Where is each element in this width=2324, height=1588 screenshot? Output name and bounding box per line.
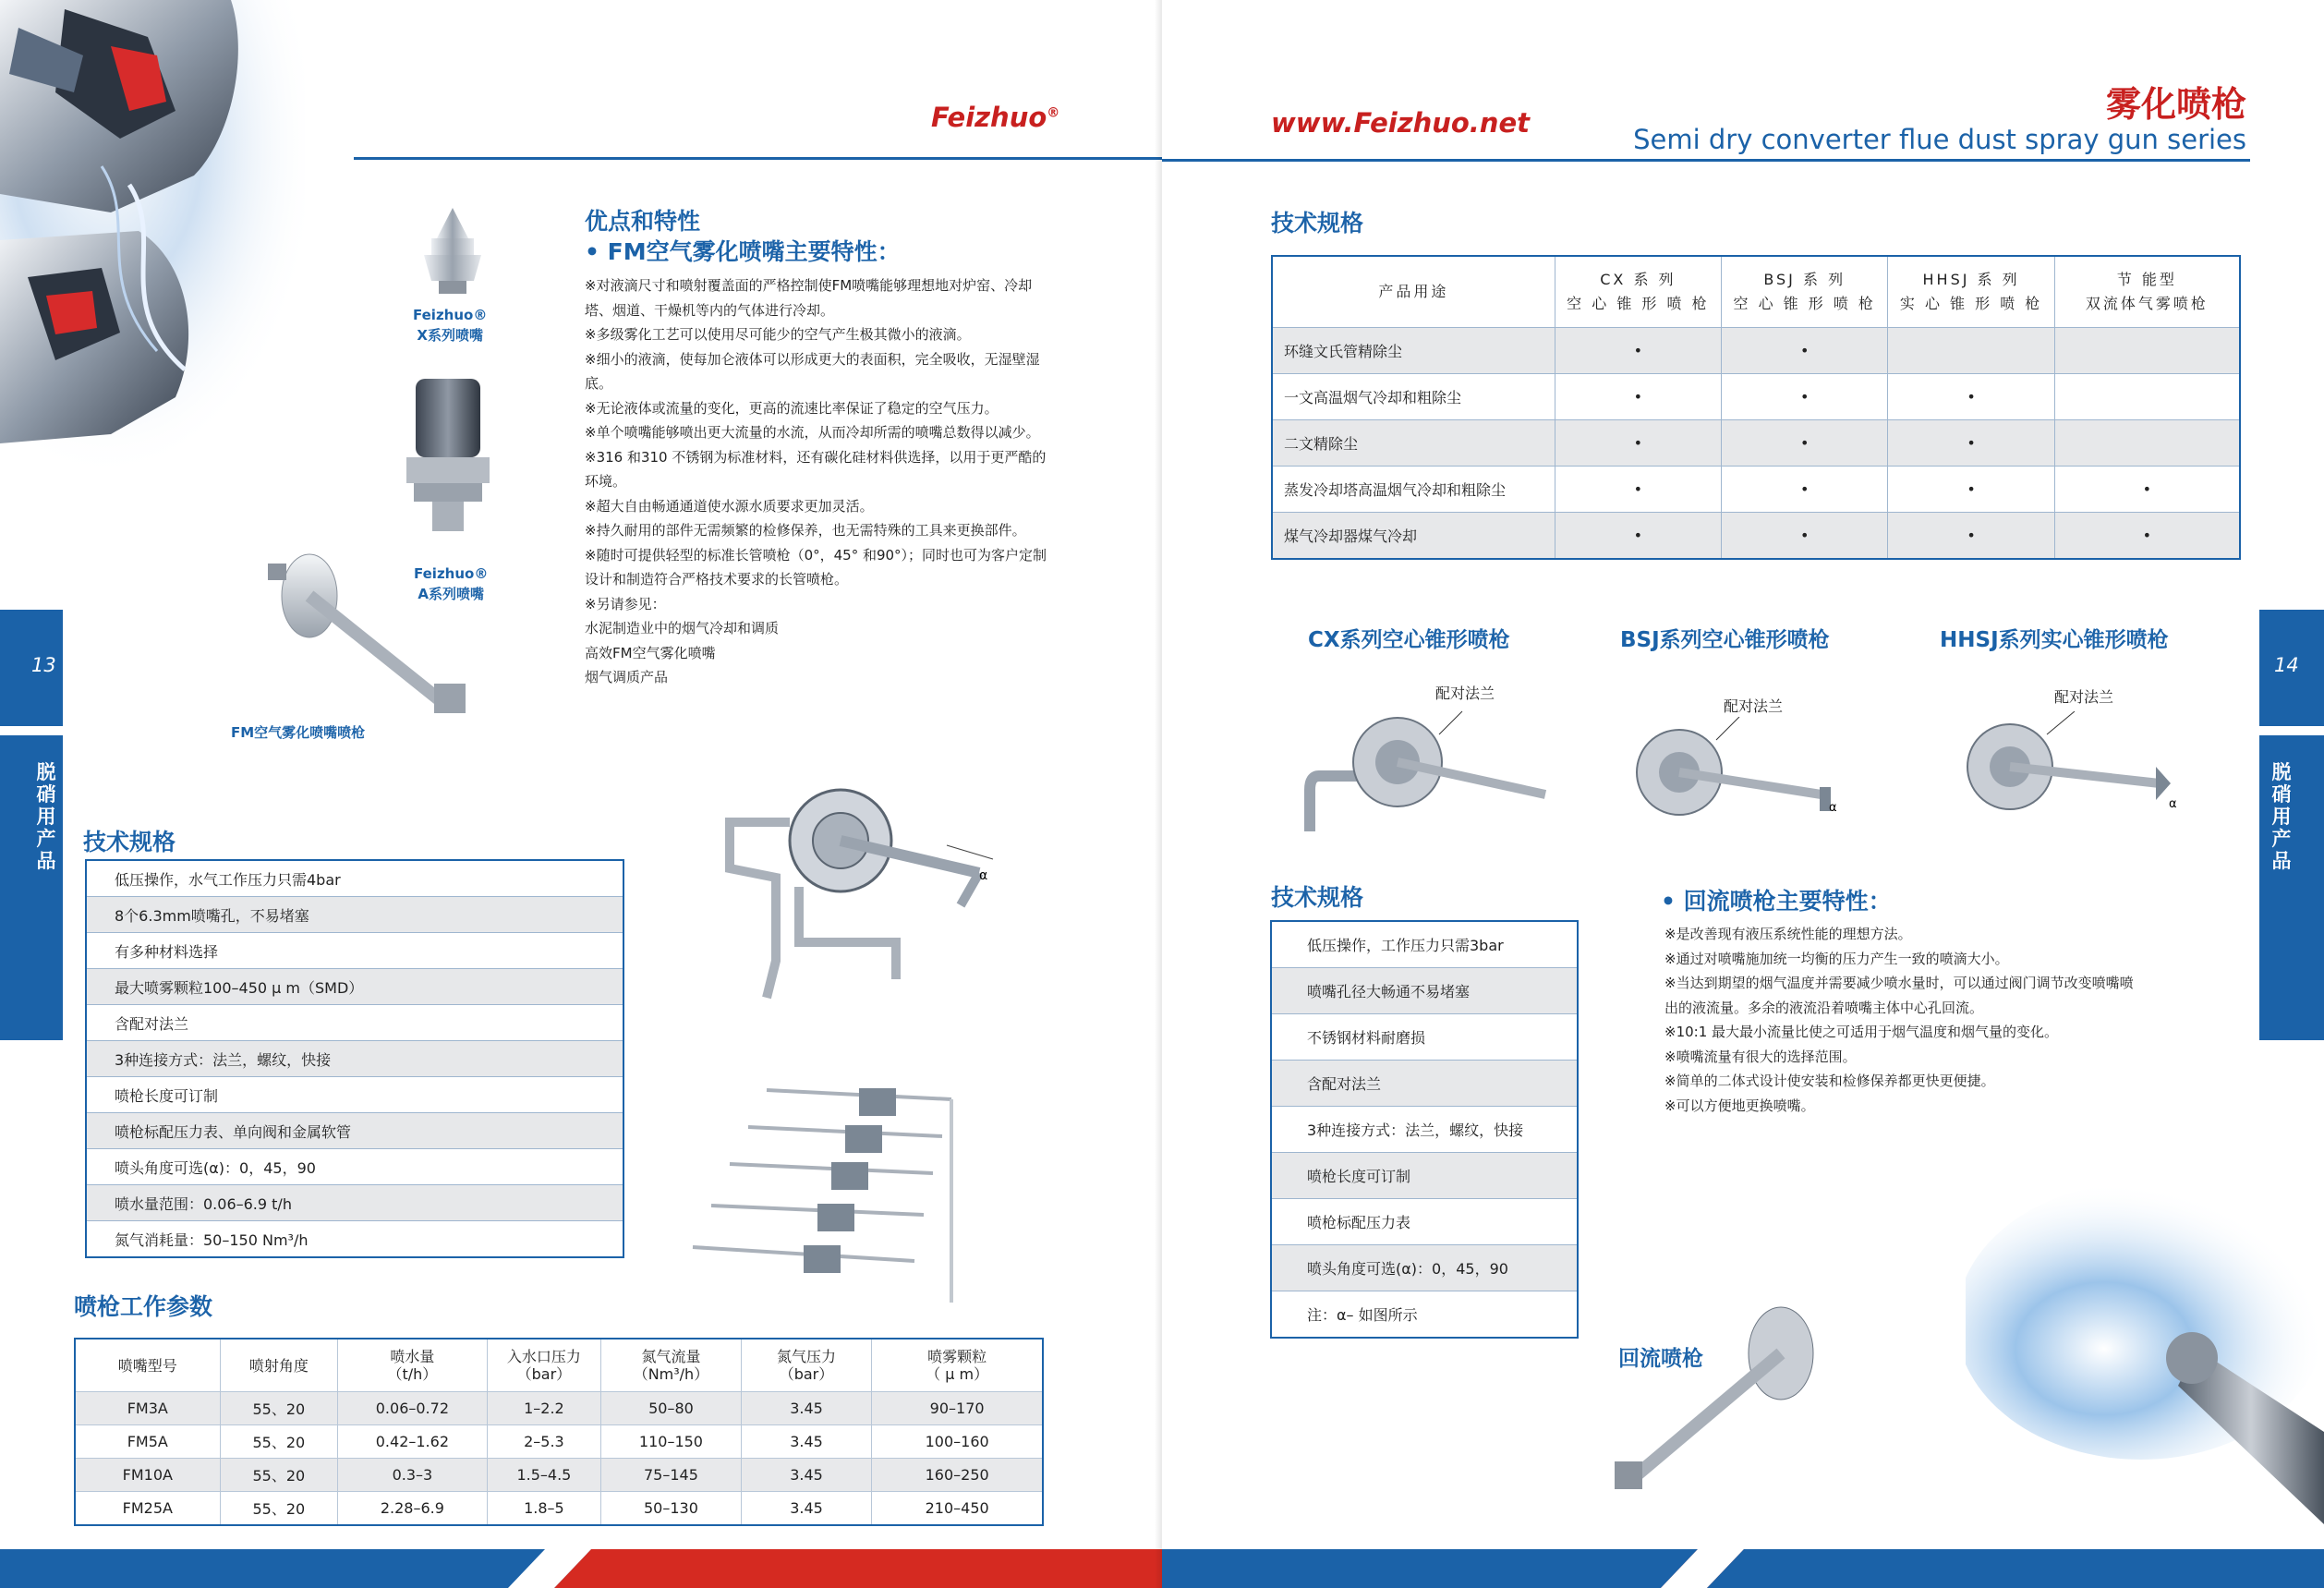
header-rule — [354, 157, 1162, 160]
spec-row: 含配对法兰 — [1271, 1061, 1578, 1107]
feature-item: ※多级雾化工艺可以使用尽可能少的空气产生极其微小的液滴。 — [585, 326, 971, 343]
fm-spray-gun-image — [231, 545, 508, 730]
category-tab-label: 脱硝用产品 — [36, 761, 56, 872]
spec-row: 喷枪标配压力表、单向阀和金属软管 — [86, 1113, 623, 1149]
fm-features-list — [585, 273, 1056, 690]
spec-row: 3种连接方式：法兰，螺纹，快接 — [86, 1041, 623, 1077]
page-number-tab — [2259, 610, 2324, 726]
category-tab — [2259, 735, 2324, 1040]
feature-item: ※通过对喷嘴施加统一均衡的压力产生一致的喷滴大小。 — [1664, 950, 2009, 967]
table-row: FM3A 55、20 0.06–0.72 1–2.2 50–80 3.45 90–170 — [75, 1392, 1043, 1425]
alpha-label: α — [2169, 797, 2177, 811]
usage-header: 产品用途 — [1272, 256, 1555, 328]
nozzle-cutaway-illustration — [0, 0, 305, 480]
usage-header: CX 系 列 空 心 锥 形 喷 枪 — [1555, 256, 1721, 328]
x-series-caption: Feizhuo® X系列喷嘴 — [413, 307, 488, 344]
right-spec-heading: 技术规格 — [1271, 884, 1364, 911]
spec-row: 喷水量范围：0.06–6.9 t/h — [86, 1185, 623, 1221]
param-header: 氮气压力 （bar） — [741, 1339, 872, 1392]
spray-gun-lineup-image — [674, 1081, 1007, 1312]
spec-row: 低压操作，水气工作压力只需4bar — [86, 860, 623, 897]
left-spec-heading: 技术规格 — [83, 829, 176, 855]
category-tab-label: 脱硝用产品 — [2271, 761, 2292, 872]
alpha-label: α — [979, 868, 988, 883]
bsj-series-title: BSJ系列空心锥形喷枪 — [1620, 628, 1830, 652]
return-gun-image — [1568, 1303, 1836, 1506]
feature-item: ※喷嘴流量有很大的选择范围。 — [1664, 1048, 1857, 1065]
a-series-caption: Feizhuo® A系列喷嘴 — [414, 565, 489, 602]
brand-logo: Feizhuo® — [931, 102, 1060, 133]
see-also-item: 烟气调质产品 — [585, 669, 669, 685]
hhsj-flange-label: 配对法兰 — [2054, 688, 2114, 706]
spec-row: 低压操作，工作压力只需3bar — [1271, 921, 1578, 968]
table-row: FM10A 55、20 0.3–3 1.5–4.5 75–145 3.45 160–250 — [75, 1459, 1043, 1492]
hhsj-gun-image — [1945, 711, 2195, 822]
spec-row: 喷枪长度可订制 — [86, 1077, 623, 1113]
table-row: 环缝文氏管精除尘 • • — [1272, 328, 2240, 374]
spec-row: 8个6.3mm喷嘴孔，不易堵塞 — [86, 897, 623, 933]
cx-flange-label: 配对法兰 — [1435, 685, 1495, 702]
param-header: 喷水量 （t/h） — [338, 1339, 488, 1392]
spec-row: 有多种材料选择 — [86, 933, 623, 969]
feature-item: ※另请参见： — [585, 595, 666, 612]
table-row: 二文精除尘 • • • — [1272, 420, 2240, 467]
cx-gun-image — [1291, 702, 1568, 841]
spec-row: 喷枪标配压力表 — [1271, 1199, 1578, 1245]
feature-item: ※单个喷嘴能够喷出更大流量的水流，从而冷却所需的喷嘴总数得以减少。 — [585, 424, 1040, 441]
page-number: 14 — [2274, 654, 2299, 676]
category-tab — [0, 735, 63, 1040]
usage-header: 节 能型 双流体气雾喷枪 — [2054, 256, 2240, 328]
feature-item: ※是改善现有液压系统性能的理想方法。 — [1664, 926, 1912, 942]
return-features-list — [1664, 922, 2136, 1118]
params-heading: 喷枪工作参数 — [74, 1293, 213, 1320]
table-row: 一文高温烟气冷却和粗除尘 • • • — [1272, 374, 2240, 420]
table-row: FM25A 55、20 2.28–6.9 1.8–5 50–130 3.45 210–450 — [75, 1492, 1043, 1526]
feature-item: ※无论液体或流量的变化，更高的流速比率保证了稳定的空气压力。 — [585, 399, 999, 417]
header-rule — [1162, 159, 2250, 162]
param-header: 喷雾颗粒 （ μ m） — [872, 1339, 1043, 1392]
return-features-heading: • 回流喷枪主要特性： — [1661, 888, 1892, 915]
spec-row: 喷头角度可选(α)：0，45，90 — [86, 1149, 623, 1185]
right-page — [1162, 0, 2324, 1588]
feature-item: ※可以方便地更换喷嘴。 — [1664, 1097, 1815, 1114]
bsj-flange-label: 配对法兰 — [1724, 697, 1784, 715]
table-row: 煤气冷却器煤气冷却 • • • • — [1272, 513, 2240, 560]
a-series-nozzle-image — [397, 374, 499, 536]
feature-item: ※对液滴尺寸和喷射覆盖面的严格控制使FM喷嘴能够理想地对炉窑、冷却塔、烟道、干燥机等内的气体进行冷却。 — [585, 277, 1033, 319]
feature-item: ※当达到期望的烟气温度并需要减少喷水量时，可以通过阀门调节改变喷嘴喷出的液流量。多余的液流沿着喷嘴主体中心孔回流。 — [1664, 975, 2134, 1016]
spec-row: 喷枪长度可订制 — [1271, 1153, 1578, 1199]
spec-row: 喷头角度可选(α)：0，45，90 — [1271, 1245, 1578, 1291]
feature-item: ※细小的液滴，使每加仑液体可以形成更大的表面积，完全吸收，无湿壁湿底。 — [585, 350, 1040, 392]
left-bottom-band — [0, 1549, 1162, 1588]
spec-row: 最大喷雾颗粒100–450 μ m（SMD） — [86, 969, 623, 1005]
right-bottom-band — [1162, 1549, 2324, 1588]
page-number-tab — [0, 610, 63, 726]
right-spec-table — [1270, 920, 1579, 1339]
page-number: 13 — [31, 654, 56, 676]
page-title-cn: 雾化喷枪 — [2105, 84, 2246, 125]
see-also-item: 高效FM空气雾化喷嘴 — [585, 644, 716, 661]
fm-gun-caption: FM空气雾化喷嘴喷枪 — [231, 724, 366, 741]
spec-row: 喷嘴孔径大畅通不易堵塞 — [1271, 968, 1578, 1014]
website-url: www.Feizhuo.net — [1271, 107, 1530, 139]
param-header: 氮气流量 （Nm³/h） — [601, 1339, 742, 1392]
fm-gun-assembly-drawing — [711, 767, 1007, 1025]
feature-item: ※简单的二体式设计使安装和检修保养都更快更便捷。 — [1664, 1073, 1995, 1089]
feature-item: ※超大自由畅通通道使水源水质要求更加灵活。 — [585, 497, 874, 515]
fm-features-subheading: • FM空气雾化喷嘴主要特性： — [585, 238, 901, 265]
hhsj-series-title: HHSJ系列实心锥形喷枪 — [1940, 628, 2169, 652]
usage-heading: 技术规格 — [1271, 210, 1364, 236]
feature-item: ※316 和310 不锈钢为标准材料，还有碳化硅材料供选择，以用于更严酷的环境。 — [585, 448, 1047, 490]
feature-item: ※10:1 最大最小流量比使之可适用于烟气温度和烟气量的变化。 — [1664, 1024, 2059, 1040]
param-header: 喷嘴型号 — [75, 1339, 220, 1392]
spec-row: 含配对法兰 — [86, 1005, 623, 1041]
left-spec-table — [85, 859, 624, 1258]
see-also-item: 水泥制造业中的烟气冷却和调质 — [585, 620, 780, 636]
bsj-gun-image — [1615, 717, 1855, 828]
return-gun-caption: 回流喷枪 — [1618, 1347, 1703, 1371]
spec-row: 注：α– 如图所示 — [1271, 1291, 1578, 1339]
table-row: 蒸发冷却塔高温烟气冷却和粗除尘 • • • • — [1272, 467, 2240, 513]
spec-row: 氮气消耗量：50–150 Nm³/h — [86, 1221, 623, 1258]
params-table — [74, 1338, 1044, 1526]
param-header: 喷射角度 — [220, 1339, 337, 1392]
spray-nozzle-illustration — [1966, 1155, 2324, 1552]
usage-header: HHSJ 系 列 实 心 锥 形 喷 枪 — [1888, 256, 2054, 328]
feature-item: ※持久耐用的部件无需频繁的检修保养，也无需特殊的工具来更换部件。 — [585, 522, 1026, 539]
cx-series-title: CX系列空心锥形喷枪 — [1308, 628, 1510, 652]
feature-item: ※随时可提供轻型的标准长管喷枪（0°，45° 和90°）；同时也可为客户定制设计和制造符合严格技术要求的长管喷枪。 — [585, 546, 1047, 588]
param-header: 入水口压力 （bar） — [487, 1339, 600, 1392]
page-title-en: Semi dry converter flue dust spray gun series — [1633, 124, 2246, 155]
table-row: FM5A 55、20 0.42–1.62 2–5.3 110–150 3.45 100–160 — [75, 1425, 1043, 1459]
x-series-nozzle-image — [411, 203, 494, 296]
features-heading: 优点和特性 — [585, 208, 701, 235]
usage-table — [1271, 255, 2241, 560]
spec-row: 3种连接方式：法兰，螺纹，快接 — [1271, 1107, 1578, 1153]
usage-header: BSJ 系 列 空 心 锥 形 喷 枪 — [1722, 256, 1888, 328]
spec-row: 不锈钢材料耐磨损 — [1271, 1014, 1578, 1061]
alpha-label: α — [1829, 801, 1837, 815]
